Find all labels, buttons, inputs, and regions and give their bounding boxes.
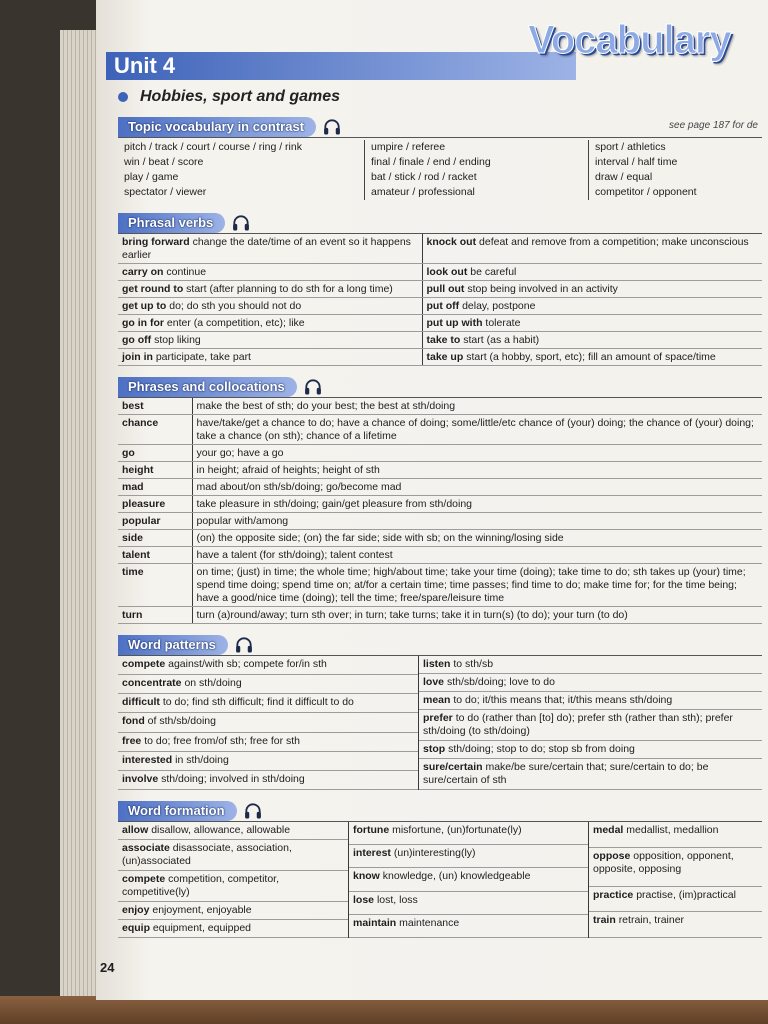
phrases-collocations-heading: Phrases and collocations xyxy=(118,377,297,397)
list-item xyxy=(589,848,762,887)
derived-forms: practise, (im)practical xyxy=(636,888,736,901)
list-item xyxy=(419,759,762,790)
headword: involve xyxy=(122,772,159,785)
word-set: competitor / opponent xyxy=(595,186,697,198)
definition: change the date/time of an event so it happens earlier xyxy=(122,235,411,261)
headphones-icon xyxy=(231,213,251,233)
headword: talent xyxy=(118,547,192,564)
topic-vocabulary-section xyxy=(118,116,762,202)
phrasal-verb-entry xyxy=(118,332,422,349)
collocations: turn (a)round/away; turn sth over; in turn; take turns; take it in turn(s) (to do); your turn (to do) xyxy=(192,607,762,624)
list-item xyxy=(118,771,418,790)
collocations: take pleasure in sth/doing; gain/get pleasure from sth/doing xyxy=(192,496,762,513)
collocations: on time; (just) in time; the whole time; high/about time; take your time (doing); take time to do; sth takes up (your) time; spend time doing; spend time on; at/for a certain time; time passes; find time to do; make time for; for the time being; have a good/nice time (doing); tell the time; free/spare/leisure time xyxy=(192,564,762,607)
headword: know xyxy=(353,870,380,883)
headphones-icon xyxy=(303,377,323,397)
definition: participate, take part xyxy=(155,350,251,363)
headword: side xyxy=(118,530,192,547)
phrasal-verb-entry xyxy=(118,349,422,366)
phrasal-verb-entry xyxy=(422,234,762,264)
word-set: sport / athletics xyxy=(595,141,666,153)
headword: difficult xyxy=(122,696,160,709)
headword: equip xyxy=(122,922,150,934)
collocations: your go; have a go xyxy=(192,445,762,462)
headword: mean xyxy=(423,694,451,706)
definition: stop being involved in an activity xyxy=(467,282,618,295)
list-item xyxy=(349,822,588,845)
desk-surface xyxy=(0,996,768,1024)
topic-column xyxy=(118,140,364,200)
definition: tolerate xyxy=(485,316,521,329)
headword: oppose xyxy=(593,849,631,862)
list-item xyxy=(118,694,418,713)
headword: interest xyxy=(353,847,391,860)
word-set: amateur / professional xyxy=(371,186,475,198)
collocations: mad about/on sth/sb/doing; go/become mad xyxy=(192,479,762,496)
pattern: sth/sb/doing; love to do xyxy=(446,676,555,688)
phrases-collocations-section xyxy=(118,376,762,624)
pattern: to do; find sth difficult; find it difficult to do xyxy=(162,696,354,709)
collocations: have a talent (for sth/doing); talent contest xyxy=(192,547,762,564)
phrasal-verb-entry xyxy=(422,315,762,332)
word-formation-heading: Word formation xyxy=(118,801,237,821)
headword: mad xyxy=(118,479,192,496)
phrasal-verb: get round to xyxy=(122,282,184,295)
table-row xyxy=(118,530,762,547)
phrasal-verb: take up xyxy=(426,350,464,363)
list-item xyxy=(118,920,348,938)
phrasal-verb: pull out xyxy=(426,282,465,295)
table-row xyxy=(118,547,762,564)
list-item xyxy=(118,840,348,871)
topic-column xyxy=(364,140,588,200)
phrasal-verb-entry xyxy=(422,281,762,298)
topic-vocabulary-table xyxy=(118,138,762,202)
pattern: to do; it/this means that; it/this means sth/doing xyxy=(453,694,673,706)
phrasal-verb: go in for xyxy=(122,316,164,329)
collocations: popular with/among xyxy=(192,513,762,530)
word-patterns-table xyxy=(118,656,762,790)
headword: love xyxy=(423,676,445,688)
headword: maintain xyxy=(353,916,397,929)
word-patterns-section xyxy=(118,634,762,790)
word-set: pitch / track / court / course / ring / rink xyxy=(124,141,302,153)
word-patterns-column xyxy=(418,656,762,790)
definition: start (as a habit) xyxy=(463,333,540,346)
section-header xyxy=(118,212,762,234)
table-row xyxy=(118,398,762,415)
phrasal-verb-entry xyxy=(118,264,422,281)
phrasal-verb-entry xyxy=(422,332,762,349)
word-set: draw / equal xyxy=(595,171,653,183)
phrasal-verb: go off xyxy=(122,333,152,346)
word-patterns-column xyxy=(118,656,418,790)
derived-forms: medallist, medallion xyxy=(626,824,719,836)
word-set: play / game xyxy=(124,171,179,183)
headword: train xyxy=(593,914,616,927)
list-item xyxy=(419,692,762,710)
table-row xyxy=(118,298,762,315)
list-item xyxy=(118,822,348,840)
derived-forms: competition, competitor, competitive(ly) xyxy=(122,873,279,898)
pattern: on sth/doing xyxy=(184,677,242,690)
list-item xyxy=(419,656,762,674)
phrasal-verb: get up to xyxy=(122,299,167,312)
phrasal-verb: put up with xyxy=(426,316,483,329)
table-row xyxy=(118,281,762,298)
headword: compete xyxy=(122,658,166,670)
word-set: bat / stick / rod / racket xyxy=(371,171,477,183)
headphones-icon xyxy=(322,117,342,137)
definition: do; do sth you should not do xyxy=(169,299,302,312)
headword: pleasure xyxy=(118,496,192,513)
word-set: spectator / viewer xyxy=(124,186,207,198)
phrasal-verb-entry xyxy=(118,234,422,264)
list-item xyxy=(419,710,762,741)
definition: stop liking xyxy=(154,333,201,346)
table-row xyxy=(118,496,762,513)
headword: fond xyxy=(122,715,145,728)
word-formation-column xyxy=(588,822,762,938)
phrases-collocations-table xyxy=(118,398,762,624)
table-row xyxy=(118,349,762,366)
table-row xyxy=(118,315,762,332)
list-item xyxy=(118,871,348,902)
unit-banner: Unit 4 xyxy=(106,52,576,80)
word-formation-table xyxy=(118,822,762,938)
phrasal-verb-entry xyxy=(422,298,762,315)
phrasal-verb: carry on xyxy=(122,265,164,278)
pattern: make/be sure/certain that; sure/certain to do; be sure/certain of sth xyxy=(423,761,709,786)
definition: be careful xyxy=(470,265,517,278)
list-item xyxy=(349,915,588,938)
phrasal-verb-entry xyxy=(118,281,422,298)
word-set: interval / half time xyxy=(595,156,678,168)
collocations: have/take/get a chance to do; have a chance of doing; some/little/etc chance of (your) doing; the chance of (your) doing; take a chance (on sth); chance of a lifetime xyxy=(192,415,762,445)
headword: go xyxy=(118,445,192,462)
phrasal-verbs-table xyxy=(118,234,762,366)
pattern: to do (rather than [to] do); prefer sth (rather than sth); prefer sth/doing (to sth/doing) xyxy=(423,712,733,737)
derived-forms: misfortune, (un)fortunate(ly) xyxy=(392,824,522,836)
headword: stop xyxy=(423,743,446,755)
topic-title: Hobbies, sport and games xyxy=(140,88,341,105)
headword: sure/certain xyxy=(423,761,483,773)
collocations: make the best of sth; do your best; the best at sth/doing xyxy=(192,398,762,415)
word-set: final / finale / end / ending xyxy=(371,156,491,168)
word-formation-column xyxy=(118,822,348,938)
definition: start (after planning to do sth for a long time) xyxy=(186,282,393,295)
phrasal-verbs-heading: Phrasal verbs xyxy=(118,213,225,233)
headword: prefer xyxy=(423,712,453,724)
table-row xyxy=(118,234,762,264)
list-item xyxy=(118,713,418,732)
headword: chance xyxy=(118,415,192,445)
pattern: of sth/sb/doing xyxy=(147,715,216,728)
pattern: sth/doing; stop to do; stop sb from doing xyxy=(448,743,635,755)
headword: enjoy xyxy=(122,904,150,916)
headword: best xyxy=(118,398,192,415)
list-item xyxy=(118,752,418,771)
list-item xyxy=(419,674,762,692)
table-row xyxy=(118,332,762,349)
pattern: to do; free from/of sth; free for sth xyxy=(144,734,301,747)
headword: compete xyxy=(122,873,166,885)
bullet-icon xyxy=(118,92,128,102)
word-formation-section xyxy=(118,800,762,938)
list-item xyxy=(589,822,762,848)
derived-forms: knowledge, (un) knowledgeable xyxy=(382,870,531,883)
derived-forms: lost, loss xyxy=(376,893,418,906)
headword: height xyxy=(118,462,192,479)
phrasal-verb: look out xyxy=(426,265,468,278)
topic-subtitle xyxy=(118,88,340,106)
phrasal-verb-entry xyxy=(422,349,762,366)
headword: popular xyxy=(118,513,192,530)
list-item xyxy=(419,741,762,759)
list-item xyxy=(349,845,588,868)
table-row xyxy=(118,479,762,496)
derived-forms: enjoyment, enjoyable xyxy=(152,904,252,916)
list-item xyxy=(349,868,588,891)
pattern: against/with sb; compete for/in sth xyxy=(168,658,327,670)
page-stack-edges xyxy=(60,30,100,1000)
headword: free xyxy=(122,734,142,747)
table-row xyxy=(118,462,762,479)
phrasal-verb-entry xyxy=(118,315,422,332)
headphones-icon xyxy=(243,801,263,821)
headphones-icon xyxy=(234,635,254,655)
headword: turn xyxy=(118,607,192,624)
derived-forms: disassociate, association, (un)associated xyxy=(122,842,292,867)
table-row xyxy=(118,513,762,530)
topic-vocabulary-heading: Topic vocabulary in contrast xyxy=(118,117,316,137)
definition: defeat and remove from a competition; make unconscious xyxy=(479,235,749,248)
definition: start (a hobby, sport, etc); fill an amount of space/time xyxy=(466,350,716,363)
headword: associate xyxy=(122,842,170,854)
pattern: in sth/doing xyxy=(175,753,229,766)
list-item xyxy=(118,675,418,694)
derived-forms: opposition, opponent, opposite, opposing xyxy=(593,849,734,875)
list-item xyxy=(589,912,762,938)
textbook-page xyxy=(96,0,768,1000)
definition: enter (a competition, etc); like xyxy=(166,316,305,329)
phrasal-verb: put off xyxy=(426,299,460,312)
section-title: Vocabulary xyxy=(528,18,731,62)
headword: time xyxy=(118,564,192,607)
headword: lose xyxy=(353,893,375,906)
table-row xyxy=(118,607,762,624)
table-row xyxy=(118,415,762,445)
section-header xyxy=(118,634,762,656)
list-item xyxy=(118,733,418,752)
table-row xyxy=(118,564,762,607)
list-item xyxy=(589,887,762,913)
phrasal-verb: bring forward xyxy=(122,235,190,248)
topic-column xyxy=(588,140,762,200)
list-item xyxy=(118,656,418,675)
headword: practice xyxy=(593,888,634,901)
collocations: (on) the opposite side; (on) the far side; side with sb; on the winning/losing side xyxy=(192,530,762,547)
phrasal-verb: join in xyxy=(122,350,153,363)
phrasal-verb: take to xyxy=(426,333,461,346)
section-header xyxy=(118,376,762,398)
derived-forms: (un)interesting(ly) xyxy=(393,847,476,860)
word-formation-column xyxy=(348,822,588,938)
derived-forms: maintenance xyxy=(399,916,460,929)
pattern: to sth/sb xyxy=(453,658,494,670)
phrasal-verb: knock out xyxy=(426,235,477,248)
table-row xyxy=(118,264,762,281)
headword: medal xyxy=(593,824,624,836)
phrasal-verbs-section xyxy=(118,212,762,366)
definition: delay, postpone xyxy=(462,299,536,312)
headword: interested xyxy=(122,753,173,766)
word-patterns-heading: Word patterns xyxy=(118,635,228,655)
word-set: umpire / referee xyxy=(371,141,446,153)
word-set: win / beat / score xyxy=(124,156,204,168)
phrasal-verb-entry xyxy=(422,264,762,281)
pattern: sth/doing; involved in sth/doing xyxy=(161,772,305,785)
headword: listen xyxy=(423,658,451,670)
derived-forms: disallow, allowance, allowable xyxy=(151,824,291,836)
definition: continue xyxy=(166,265,207,278)
table-row xyxy=(118,445,762,462)
page-reference-note: see page 187 for de xyxy=(669,120,758,131)
headword: allow xyxy=(122,824,149,836)
list-item xyxy=(349,892,588,915)
headword: concentrate xyxy=(122,677,182,690)
collocations: in height; afraid of heights; height of sth xyxy=(192,462,762,479)
list-item xyxy=(118,902,348,920)
derived-forms: retrain, trainer xyxy=(618,914,685,927)
section-header xyxy=(118,116,762,138)
vocabulary-content xyxy=(118,116,762,948)
headword: fortune xyxy=(353,824,390,836)
derived-forms: equipment, equipped xyxy=(152,922,252,934)
page-number: 24 xyxy=(100,960,115,975)
section-header xyxy=(118,800,762,822)
phrasal-verb-entry xyxy=(118,298,422,315)
